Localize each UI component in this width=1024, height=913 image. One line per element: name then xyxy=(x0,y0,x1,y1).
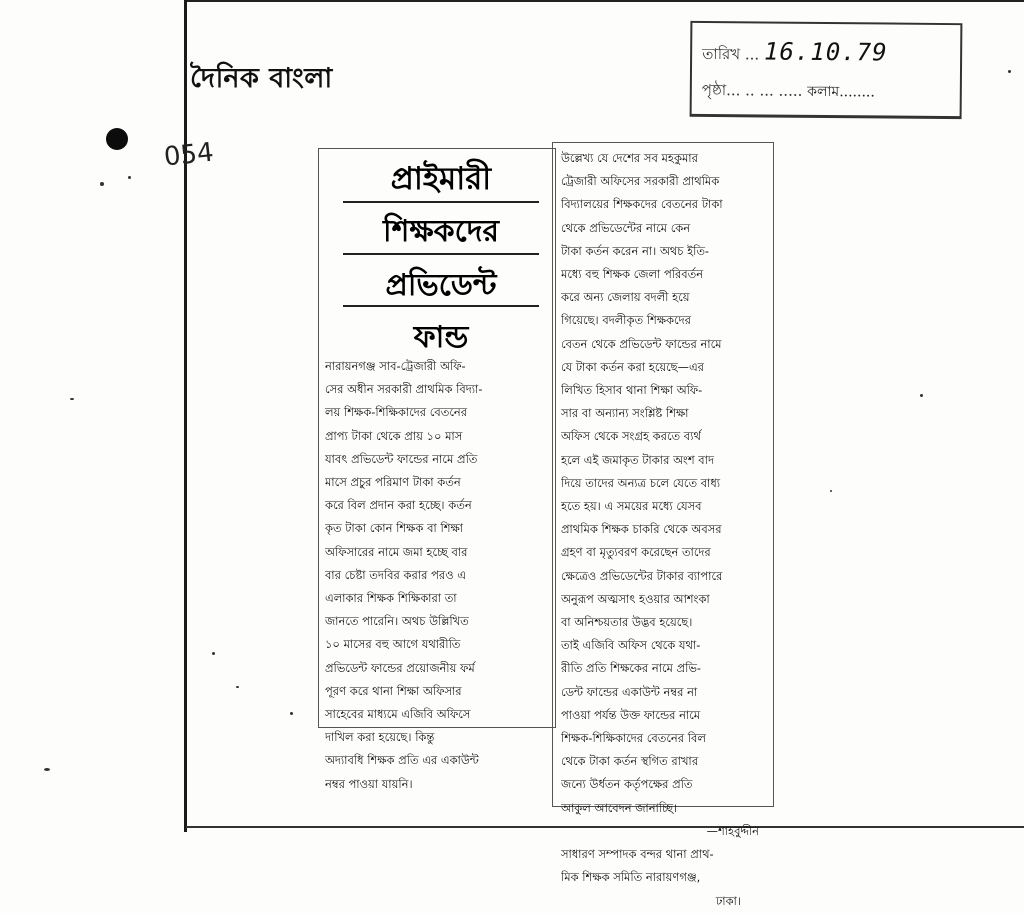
body-line: জানতে পারেনি। অথচ উল্লিখিত xyxy=(325,615,469,629)
body-line: অনুরূপ অত্মসাৎ হওয়ার আশংকা xyxy=(561,592,710,606)
body-line: ১০ মাসের বহু আগে যথারীতি xyxy=(325,638,461,652)
stamp-date-value: 16.10.79 xyxy=(763,37,888,67)
speck xyxy=(236,686,239,688)
body-line: থেকে টাকা কর্তন স্থগিত রাখার xyxy=(561,755,699,769)
body-line: নারায়নগঞ্জ সাব-ট্রেজারী অফি- xyxy=(325,360,466,373)
headline-line: প্রভিডেন্ট xyxy=(385,268,497,303)
body-line: প্রভিডেন্ট ফান্ডের প্রয়োজনীয় ফর্ম xyxy=(325,661,475,675)
signature-line: মিক শিক্ষক সমিতি নারায়ণগঞ্জ, xyxy=(561,871,701,885)
punch-hole xyxy=(106,128,128,150)
headline-line: প্রাইমারী xyxy=(390,161,492,197)
body-line: অফিসারের নামে জমা হচ্ছে বার xyxy=(325,545,468,559)
body-line: নম্বর পাওয়া যায়নি। xyxy=(325,777,413,791)
body-line: দিয়ে তাদের অন্যত্র চলে যেতে বাধ্য xyxy=(561,476,721,490)
body-line: ডেন্ট ফান্ডের একাউন্ট নম্বর না xyxy=(561,685,698,699)
body-line: পাওয়া পর্যন্ত উক্ত ফান্ডের নামে xyxy=(561,708,701,722)
file-number: 054 xyxy=(162,137,216,173)
speck xyxy=(920,394,923,397)
body-line: সার বা অন্যান্য সংশ্লিষ্ট শিক্ষা xyxy=(561,407,689,421)
stamp-date-row xyxy=(702,37,888,70)
body-line: মাসে প্রচুর পরিমাণ টাকা কর্তন xyxy=(325,476,461,490)
stamp-date-label: তারিখ ... xyxy=(702,44,760,64)
body-line: জন্যে উর্ধতন কর্তৃপক্ষের প্রতি xyxy=(561,778,693,792)
body-line: অফিস থেকে সংগ্রহ করতে ব্যর্থ xyxy=(561,430,701,444)
body-line: অদ্যাবধি শিক্ষক প্রতি এর একাউন্ট xyxy=(325,754,479,768)
signature-line: ঢাকা। xyxy=(715,894,741,908)
body-line: বেতন থেকে প্রভিডেন্ট ফান্ডের নামে xyxy=(561,337,722,351)
body-line: গিয়েছে। বদলীকৃত শিক্ষকদের xyxy=(561,314,691,328)
file-margin-line xyxy=(184,0,187,832)
body-line: লয় শিক্ষক-শিক্ষিকাদের বেতনের xyxy=(325,406,468,420)
body-line: হতে হয়। এ সময়ের মধ্যে যেসব xyxy=(561,500,702,514)
signature-line: সাধারণ সম্পাদক বন্দর থানা প্রাথ- xyxy=(561,848,714,862)
speck xyxy=(1008,70,1011,73)
body-line: যে টাকা কর্তন করা হয়েছে—এর xyxy=(561,360,705,374)
body-line: সের অধীন সরকারী প্রাথমিক বিদ্যা- xyxy=(325,383,483,397)
top-edge-line xyxy=(186,0,1024,2)
body-line: প্রাপ্য টাকা থেকে প্রায় ১০ মাস xyxy=(325,429,463,443)
body-line: প্রাথমিক শিক্ষক চাকরি থেকে অবসর xyxy=(561,523,722,537)
body-line: তাই এজিবি অফিস থেকে যথা- xyxy=(561,639,701,653)
article-clipping-right xyxy=(552,142,774,908)
body-line: বিদ্যালয়ের শিক্ষকদের বেতনের টাকা xyxy=(561,198,723,212)
signature: —শাহবুদ্দীন xyxy=(706,824,759,838)
body-line: দাখিল করা হয়েছে। কিন্তু xyxy=(325,731,435,745)
speck xyxy=(100,182,104,186)
body-line: টাকা কর্তন করেন না। অথচ ইতি- xyxy=(561,244,710,258)
stamp-page-value: কলাম........ xyxy=(807,83,875,101)
body-line: লিখিত হিসাব থানা শিক্ষা অফি- xyxy=(561,384,703,398)
article-body-left xyxy=(325,355,551,796)
stamp-page-label: পৃষ্ঠা... .. ... ..... xyxy=(701,80,803,100)
body-line: রীতি প্রতি শিক্ষকের নামে প্রভি- xyxy=(561,662,702,676)
body-line: আকুল আবেদন জানাচ্ছি। xyxy=(561,801,678,815)
headline-line: শিক্ষকদের xyxy=(383,214,499,249)
body-line: বার চেষ্টা তদবির করার পরও এ xyxy=(325,568,467,582)
body-line: গ্রহণ বা মৃত্যুবরণ করেছেন তাদের xyxy=(561,546,711,560)
body-line: মধ্যে বহু শিক্ষক জেলা পরিবর্তন xyxy=(561,268,704,282)
article-body-right xyxy=(561,147,767,913)
headline-rule xyxy=(343,201,539,203)
body-line: ট্রেজারী অফিসের সরকারী প্রাথমিক xyxy=(561,175,720,189)
stamp-page-row xyxy=(702,79,875,106)
body-line: এলাকার শিক্ষক শিক্ষিকারা তা xyxy=(325,592,457,606)
body-line: হলে এই জমাকৃত টাকার অংশ বাদ xyxy=(561,453,715,467)
body-line: বা অনিশ্চয়তার উদ্ভব হয়েছে। xyxy=(561,616,693,630)
body-line: থেকে প্রভিডেন্টের নামে কেন xyxy=(561,221,691,235)
body-line: শিক্ষক-শিক্ষিকাদের বেতনের বিল xyxy=(561,732,706,746)
speck xyxy=(290,712,293,715)
newspaper-name: দৈনিক বাংলা xyxy=(190,63,333,94)
speck xyxy=(44,768,50,771)
body-line: পূরণ করে থানা শিক্ষা অফিসার xyxy=(325,684,462,698)
speck xyxy=(70,398,74,400)
article-clipping-left xyxy=(318,148,556,791)
headline-line: ফান্ড xyxy=(413,320,469,355)
body-line: যাবৎ প্রভিডেন্ট ফান্ডের নামে প্রতি xyxy=(325,452,478,466)
date-stamp xyxy=(690,21,963,119)
speck xyxy=(128,176,131,179)
body-line: করে বিল প্রদান করা হচ্ছে। কর্তন xyxy=(325,499,472,513)
headline-rule xyxy=(343,253,539,255)
body-line: সাহেবের মাধ্যমে এজিবি অফিসে xyxy=(325,708,471,722)
headline-rule xyxy=(343,305,539,307)
body-line: কৃত টাকা কোন শিক্ষক বা শিক্ষা xyxy=(325,522,464,536)
body-line: করে অন্য জেলায় বদলী হয়ে xyxy=(561,291,690,305)
body-line: ক্ষেত্রেও প্রভিডেন্টের টাকার ব্যাপারে xyxy=(561,569,723,583)
speck xyxy=(212,652,215,655)
speck xyxy=(830,490,832,492)
body-line: উল্লেখ্য যে দেশের সব মহকুমার xyxy=(561,152,698,165)
